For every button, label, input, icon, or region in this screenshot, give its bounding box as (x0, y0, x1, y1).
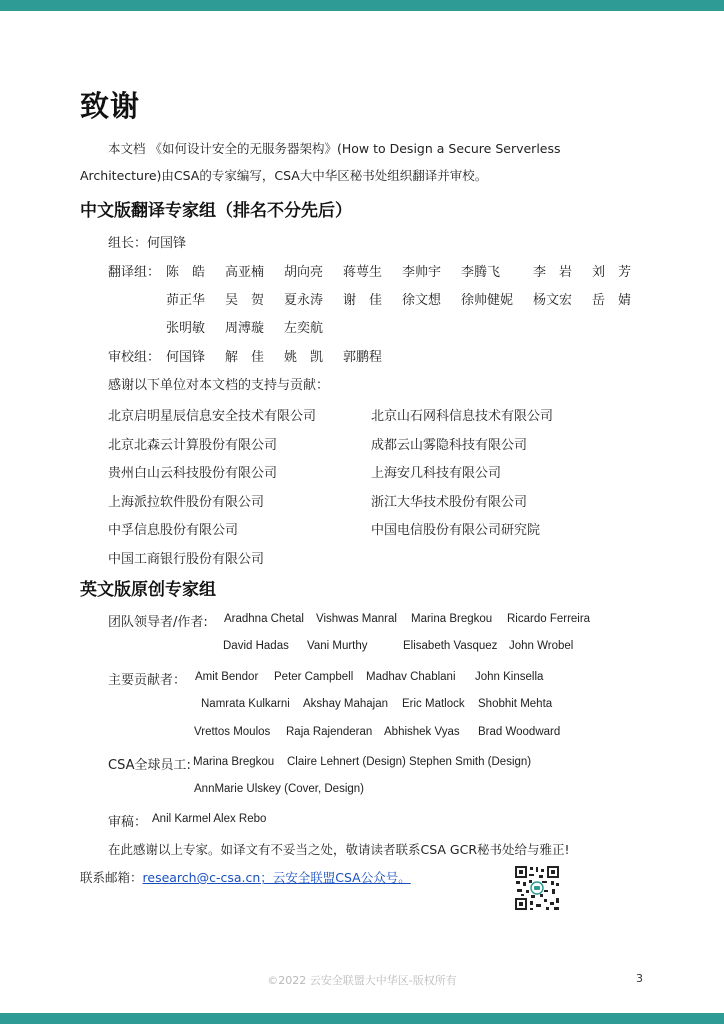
staff-row-2: AnnMarie Ulskey (Cover, Design) (194, 783, 365, 795)
contact-link[interactable]: research@c-csa.cn；云安全联盟CSA公众号。 (142, 870, 411, 885)
translator-name: 李 岩 (533, 265, 573, 280)
expert-name: John Kinsella (475, 671, 544, 683)
company-item: 成都云山雾隐科技有限公司 (371, 437, 528, 453)
top-accent-bar (0, 0, 724, 11)
contrib-label: 主要贡献者： (108, 673, 187, 688)
en-group-heading: 英文版原创专家组 (80, 580, 216, 600)
translators-row-3 (166, 317, 323, 336)
expert-name: David Hadas (223, 640, 289, 652)
expert-name: Vishwas Manral (316, 613, 397, 625)
leads-row-1 (224, 613, 590, 625)
expert-name: Raja Rajenderan (286, 726, 373, 738)
expert-name: Brad Woodward (478, 726, 561, 738)
expert-name: Ricardo Ferreira (507, 613, 591, 625)
translator-name: 蒋萼生 (343, 265, 383, 280)
leader-line (108, 232, 186, 251)
page-title: 致谢 (80, 89, 141, 123)
translator-name: 刘 芳 (592, 265, 632, 280)
expert-name: Aradhna Chetal (224, 613, 304, 625)
translator-name: 陈 皓 (166, 265, 206, 280)
translator-name: 杨文宏 (533, 293, 573, 308)
expert-name: Amit Bendor (195, 671, 259, 683)
expert-name: Shobhit Mehta (478, 698, 553, 710)
translator-name: 徐帅健妮 (461, 293, 514, 308)
company-item: 北京启明星辰信息安全技术有限公司 (108, 409, 317, 424)
companies-right-column (371, 403, 553, 546)
staff-row-1: Marina Bregkou Claire Lehnert (Design) Stephen Smith (Design) (193, 756, 532, 768)
staff-label: CSA全球员工: (108, 758, 191, 773)
company-item: 中孚信息股份有限公司 (108, 523, 239, 538)
reviewer-name: 姚 凯 (284, 350, 324, 365)
contrib-row-2 (201, 698, 552, 710)
closing-thanks: 在此感谢以上专家。如译文有不妥当之处，敬请读者联系CSA GCR秘书处给与雅正! (108, 842, 570, 857)
expert-name: Abhishek Vyas (384, 726, 460, 738)
reviewer-label: 审校组： (108, 350, 161, 365)
contrib-row-1 (195, 671, 543, 683)
reviewer-name: 何国锋 (166, 350, 206, 365)
lead-label: 团队领导者/作者: (108, 615, 208, 630)
company-item: 中国电信股份有限公司研究院 (371, 523, 541, 538)
contact-line (80, 868, 411, 886)
translator-name: 左奕航 (284, 321, 324, 336)
translators-row-1 (166, 261, 631, 280)
expert-name: Akshay Mahajan (303, 698, 389, 710)
translator-name: 岳 婧 (592, 293, 632, 308)
contrib-row-3 (194, 726, 560, 738)
company-item: 上海派拉软件股份有限公司 (108, 494, 265, 510)
translator-name: 张明敏 (166, 321, 206, 336)
qr-code (514, 865, 560, 911)
intro-line-1: 本文档 《如何设计安全的无服务器架构》(How to Design a Secure Serverless (108, 141, 561, 156)
translator-name: 胡向亮 (284, 265, 324, 280)
company-item: 浙江大华技术股份有限公司 (371, 494, 528, 510)
expert-name: Vrettos Moulos (194, 726, 271, 738)
translator-label: 翻译组： (108, 265, 161, 280)
company-item: 中国工商银行股份有限公司 (108, 551, 265, 567)
intro-line-2: Architecture)由CSA的专家编写，CSA大中华区秘书处组织翻译并审校。 (80, 168, 488, 183)
review-label: 审稿： (108, 815, 148, 830)
companies-left-column (108, 403, 316, 574)
expert-name: Madhav Chablani (366, 671, 456, 683)
reviewers-row (166, 346, 382, 365)
leader-label: 组长： (108, 236, 148, 251)
translator-name: 谢 佳 (343, 293, 383, 308)
company-item: 北京山石网科信息技术有限公司 (371, 409, 554, 424)
company-item: 北京北森云计算股份有限公司 (108, 437, 278, 453)
translator-name: 徐文想 (402, 293, 442, 308)
expert-name: Elisabeth Vasquez (403, 640, 498, 652)
translator-name: 高亚楠 (225, 265, 265, 280)
bottom-accent-bar (0, 1013, 724, 1024)
review-names: Anil Karmel Alex Rebo (152, 813, 267, 825)
reviewer-name: 解 佳 (225, 350, 265, 365)
translator-name: 李帅宇 (402, 265, 442, 280)
translator-name: 吴 贺 (225, 293, 265, 308)
page-number: 3 (636, 972, 643, 985)
translator-name: 周溥璇 (225, 321, 265, 336)
footer-copyright: ©2022 云安全联盟大中华区-版权所有 (267, 974, 457, 987)
translator-name: 茆正华 (166, 293, 206, 308)
thanks-line: 感谢以下单位对本文档的支持与贡献： (108, 378, 330, 393)
contact-label: 联系邮箱： (80, 870, 143, 885)
company-item: 上海安几科技有限公司 (371, 466, 502, 481)
expert-name: Eric Matlock (402, 698, 465, 710)
translators-row-2 (166, 289, 631, 308)
expert-name: Marina Bregkou (411, 613, 493, 625)
reviewer-name: 郭鹏程 (343, 350, 383, 365)
leader-name: 何国锋 (147, 236, 187, 251)
expert-name: Namrata Kulkarni (201, 698, 290, 710)
expert-name: Vani Murthy (307, 640, 368, 652)
translator-name: 李腾飞 (461, 265, 501, 280)
translator-name: 夏永涛 (284, 293, 324, 308)
company-item: 贵州白山云科技股份有限公司 (108, 466, 278, 481)
expert-name: John Wrobel (509, 640, 574, 652)
expert-name: Peter Campbell (274, 671, 354, 683)
cn-group-heading: 中文版翻译专家组（排名不分先后） (80, 201, 352, 221)
leads-row-2 (223, 640, 573, 652)
